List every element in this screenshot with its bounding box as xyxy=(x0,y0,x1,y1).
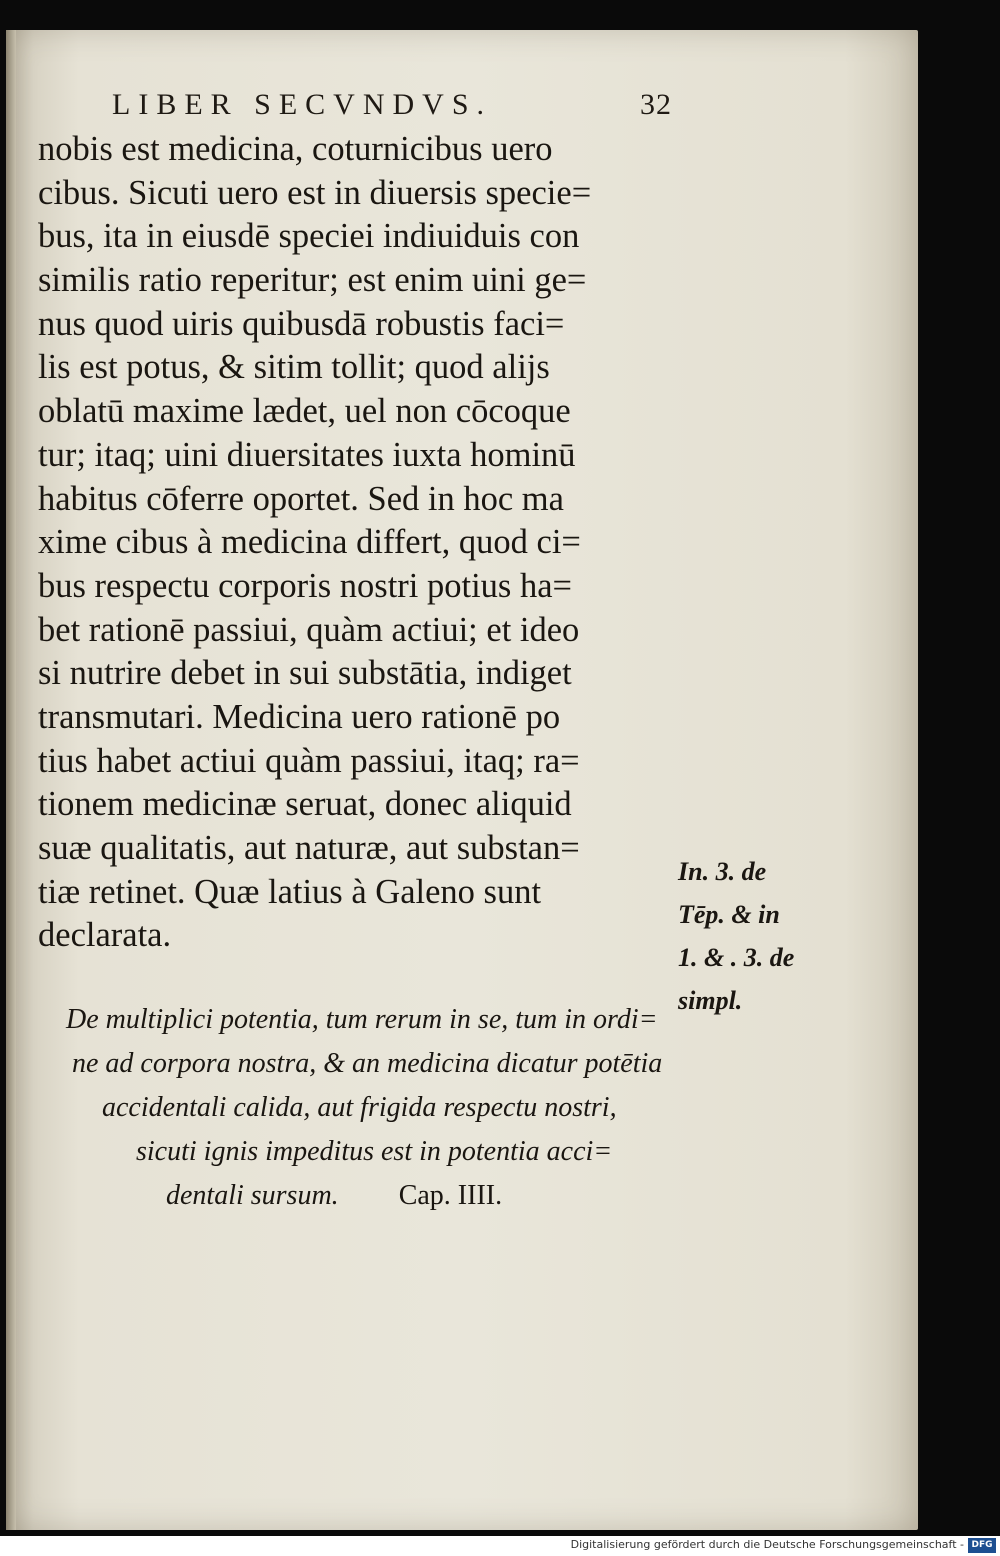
text-line: nobis est medicina, coturnicibus uero xyxy=(38,130,553,168)
chapter-heading xyxy=(66,998,686,1218)
running-head xyxy=(112,88,672,124)
text-line: tionem medicinæ seruat, donec aliquid xyxy=(38,785,572,824)
chapter-heading-last-line xyxy=(66,1174,686,1218)
main-text-block xyxy=(38,128,678,958)
text-line: similis ratio reperitur; est enim uini ge= xyxy=(38,261,587,300)
chapter-heading-line: accidentali calida, aut frigida respectu nostri, xyxy=(102,1092,617,1123)
running-head-title: LIBER SECVNDVS. xyxy=(112,88,493,121)
text-line: bet rationē passiui, quàm actiui; et ideo xyxy=(38,610,580,649)
marginal-note xyxy=(678,850,828,1022)
text-line: si nutrire debet in sui substātia, indiget xyxy=(38,654,572,693)
dfg-logo: DFG xyxy=(968,1538,996,1553)
text-line: bus respectu corporis nostri potius ha= xyxy=(38,566,572,605)
text-line: transmutari. Medicina uero rationē po xyxy=(38,697,561,736)
chapter-heading-line: sicuti ignis impeditus est in potentia acci= xyxy=(136,1136,613,1167)
text-line: declarata. xyxy=(38,916,172,955)
marginal-note-line: In. 3. de xyxy=(678,857,767,886)
footer-credit: Digitalisierung gefördert durch die Deutsche Forschungsgemeinschaft - xyxy=(570,1538,964,1551)
text-line: xime cibus à medicina differt, quod ci= xyxy=(38,523,581,562)
page-gutter-edge xyxy=(6,30,16,1530)
text-line: oblatū maxime lædet, uel non cōcoque xyxy=(38,392,571,431)
text-line: habitus cōferre oportet. Sed in hoc ma xyxy=(38,479,564,518)
chapter-heading-line: dentali sursum. xyxy=(166,1180,339,1211)
marginal-note-line: simpl. xyxy=(678,986,743,1015)
chapter-number: Cap. IIII. xyxy=(398,1180,503,1211)
text-line: lis est potus, & sitim tollit; quod alijs xyxy=(38,348,550,387)
chapter-heading-line: De multiplici potentia, tum rerum in se, tum in ordi= xyxy=(66,1004,658,1035)
chapter-heading-line: ne ad corpora nostra, & an medicina dicatur potētia xyxy=(72,1048,663,1079)
marginal-note-line: 1. & . 3. de xyxy=(678,943,795,972)
text-line: nus quod uiris quibusdā robustis faci= xyxy=(38,304,565,343)
text-line: tur; itaq; uini diuersitates iuxta hominū xyxy=(38,435,576,474)
text-line: cibus. Sicuti uero est in diuersis specie= xyxy=(38,173,592,212)
text-line: suæ qualitatis, aut naturæ, aut substan= xyxy=(38,829,580,867)
marginal-note-line: Tēp. & in xyxy=(678,900,780,929)
digitization-footer xyxy=(0,1536,1000,1556)
folio-number: 32 xyxy=(640,88,672,121)
text-line: tius habet actiui quàm passiui, itaq; ra= xyxy=(38,741,580,780)
text-line: tiæ retinet. Quæ latius à Galeno sunt xyxy=(38,872,542,911)
text-line: bus, ita in eiusdē speciei indiuiduis con xyxy=(38,217,580,256)
